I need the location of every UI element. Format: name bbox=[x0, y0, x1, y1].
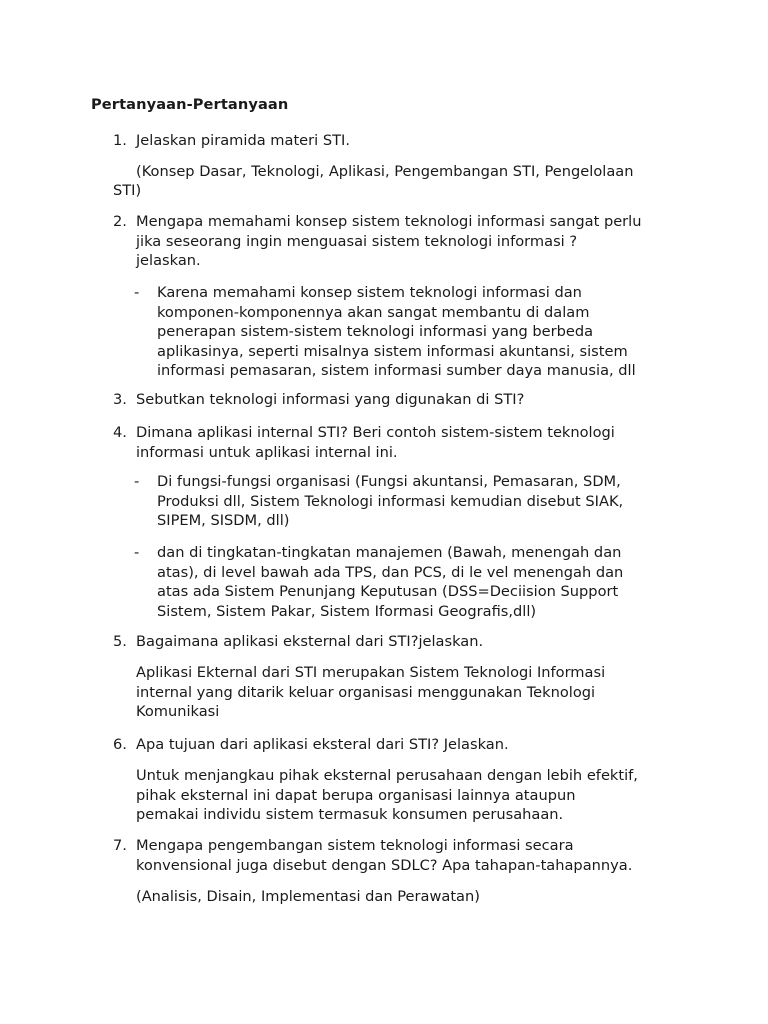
question-line: konvensional juga disebut dengan SDLC? Apa tahapan-tahapannya. bbox=[136, 856, 633, 874]
question-number: 5. bbox=[113, 633, 127, 650]
answer-line: STI) bbox=[113, 182, 142, 199]
answer-line: (Analisis, Disain, Implementasi dan Perawatan) bbox=[136, 888, 480, 905]
answer-6 bbox=[136, 766, 696, 825]
answer-line: internal yang ditarik keluar organisasi menggunakan Teknologi bbox=[136, 683, 596, 701]
bullet-line: komponen-komponennya akan sangat membantu di dalam bbox=[157, 303, 590, 321]
document-heading: Pertanyaan-Pertanyaan bbox=[91, 96, 289, 113]
question-line: informasi untuk aplikasi internal ini. bbox=[136, 443, 398, 461]
bullet-line: Di fungsi-fungsi organisasi (Fungsi akuntansi, Pemasaran, SDM, bbox=[157, 473, 621, 490]
question-text bbox=[136, 423, 676, 462]
bullet-text bbox=[157, 543, 667, 621]
answer-line: Untuk menjangkau pihak eksternal perusahaan dengan lebih efektif, bbox=[136, 767, 638, 784]
question-text bbox=[136, 212, 676, 271]
answer-1-wrap bbox=[113, 181, 673, 201]
question-text: Bagaimana aplikasi eksternal dari STI?jelaskan. bbox=[136, 633, 484, 650]
question-number: 2. bbox=[113, 213, 127, 230]
bullet-line: Produksi dll, Sistem Teknologi informasi kemudian disebut SIAK, bbox=[157, 492, 624, 510]
bullet-line: Sistem, Sistem Pakar, Sistem Iformasi Geografis,dll) bbox=[157, 602, 537, 620]
bullet-line: SIPEM, SISDM, dll) bbox=[157, 512, 290, 529]
question-text: Apa tujuan dari aplikasi eksteral dari STI? Jelaskan. bbox=[136, 736, 509, 753]
answer-line: (Konsep Dasar, Teknologi, Aplikasi, Pengembangan STI, Pengelolaan bbox=[136, 163, 634, 180]
bullet-line: dan di tingkatan-tingkatan manajemen (Bawah, menengah dan bbox=[157, 544, 622, 561]
question-number: 4. bbox=[113, 424, 127, 441]
bullet-text bbox=[157, 283, 667, 381]
bullet-dash: - bbox=[134, 473, 140, 490]
question-text: Jelaskan piramida materi STI. bbox=[136, 132, 350, 149]
question-text bbox=[136, 836, 676, 875]
bullet-line: aplikasinya, seperti misalnya sistem informasi akuntansi, sistem bbox=[157, 342, 628, 360]
question-number: 1. bbox=[113, 132, 127, 149]
bullet-dash: - bbox=[134, 284, 140, 301]
answer-7 bbox=[136, 887, 696, 907]
question-number: 6. bbox=[113, 736, 127, 753]
question-text: Sebutkan teknologi informasi yang digunakan di STI? bbox=[136, 391, 525, 408]
answer-1 bbox=[136, 162, 696, 182]
bullet-line: atas), di level bawah ada TPS, dan PCS, di le vel menengah dan bbox=[157, 563, 624, 581]
bullet-text bbox=[157, 472, 667, 531]
question-line: Mengapa pengembangan sistem teknologi informasi secara bbox=[136, 837, 574, 854]
answer-line: pihak eksternal ini dapat berupa organisasi lainnya ataupun bbox=[136, 786, 576, 804]
question-line: Dimana aplikasi internal STI? Beri contoh sistem-sistem teknologi bbox=[136, 424, 615, 441]
bullet-dash: - bbox=[134, 544, 140, 561]
bullet-line: atas ada Sistem Penunjang Keputusan (DSS=Deciision Support bbox=[157, 583, 619, 600]
answer-5 bbox=[136, 663, 696, 722]
answer-line: pemakai individu sistem termasuk konsumen perusahaan. bbox=[136, 806, 564, 823]
question-number: 3. bbox=[113, 391, 127, 408]
answer-line: Komunikasi bbox=[136, 703, 220, 720]
answer-line: Aplikasi Ekternal dari STI merupakan Sistem Teknologi Informasi bbox=[136, 664, 606, 681]
question-line: jelaskan. bbox=[136, 252, 201, 269]
question-line: jika seseorang ingin menguasai sistem teknologi informasi ? bbox=[136, 232, 578, 250]
bullet-line: penerapan sistem-sistem teknologi informasi yang berbeda bbox=[157, 323, 594, 340]
bullet-line: informasi pemasaran, sistem informasi sumber daya manusia, dll bbox=[157, 362, 636, 379]
question-number: 7. bbox=[113, 837, 127, 854]
bullet-line: Karena memahami konsep sistem teknologi informasi dan bbox=[157, 284, 582, 301]
question-line: Mengapa memahami konsep sistem teknologi informasi sangat perlu bbox=[136, 213, 642, 230]
